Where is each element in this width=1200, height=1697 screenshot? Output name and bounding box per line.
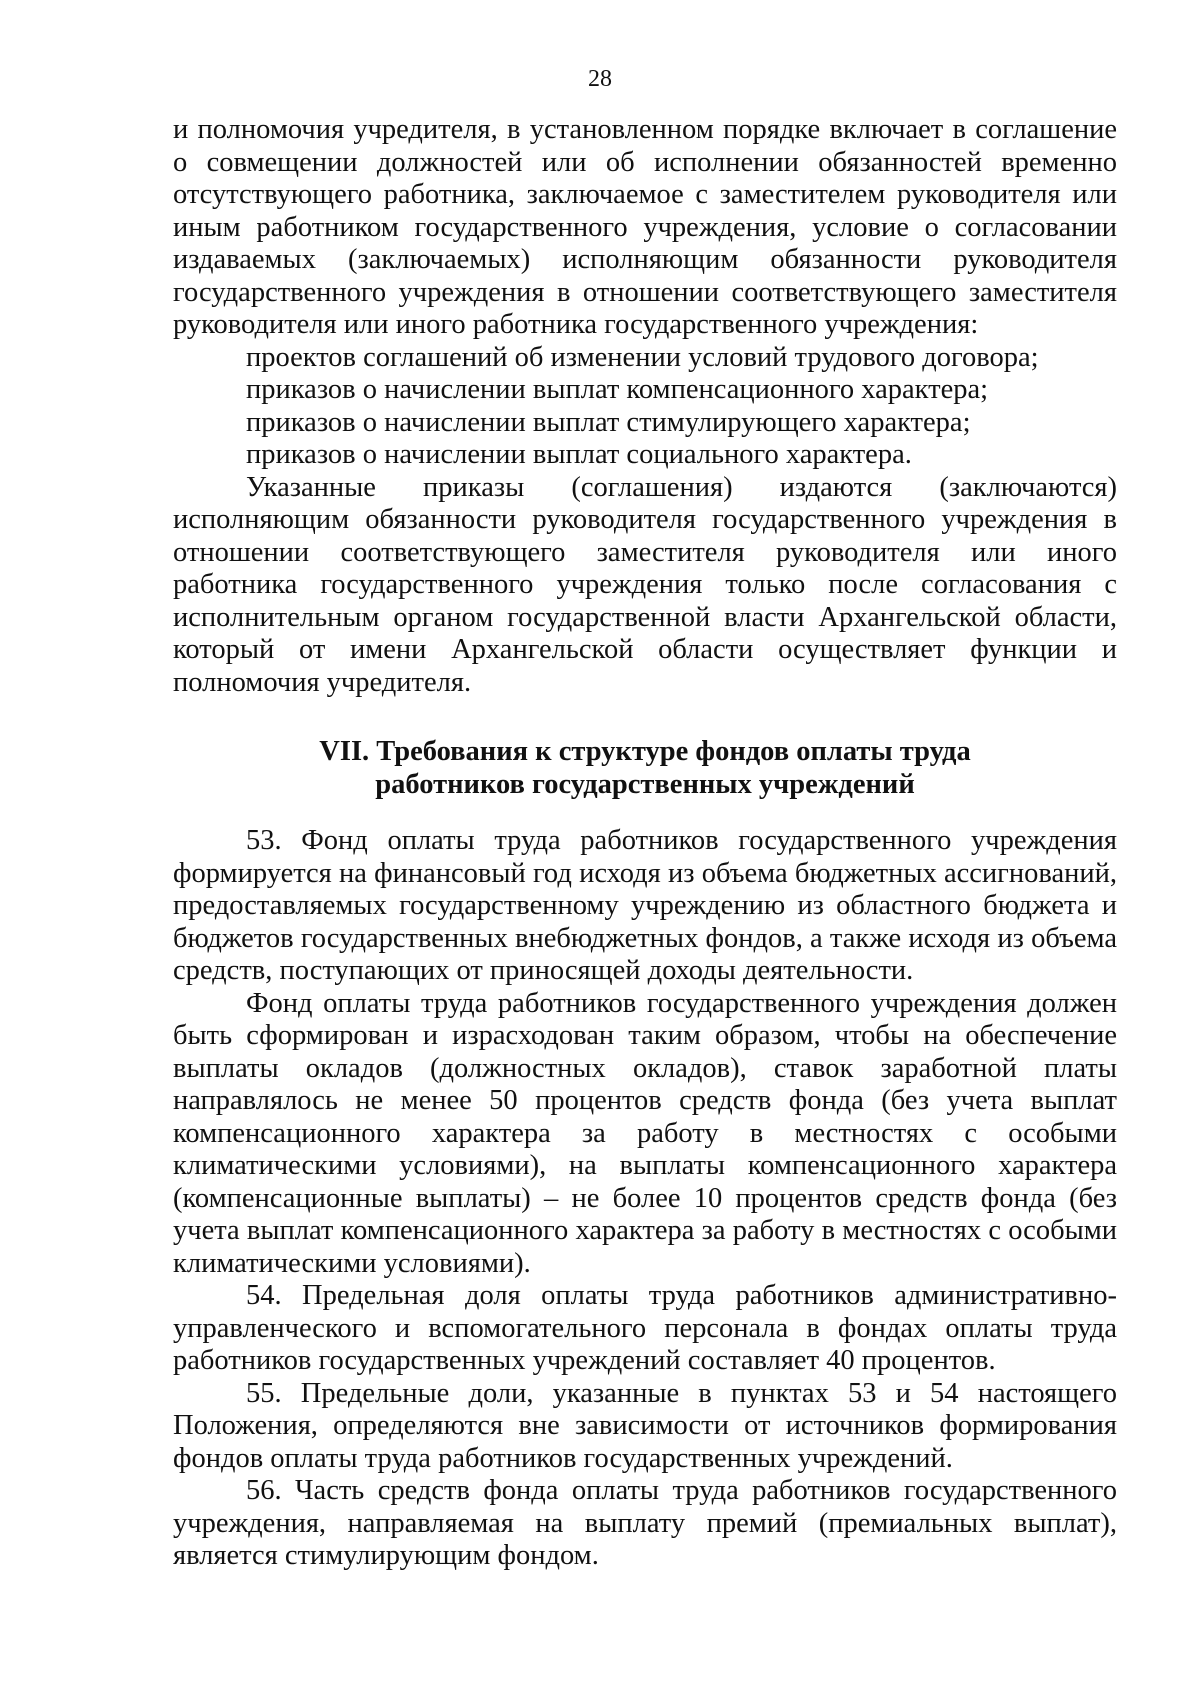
paragraph-53: 53. Фонд оплаты труда работников государственного учреждения формируется на финансовый год исходя из объема бюджетных ассигнований, предоставляемых государственному учреждению из областного бюджета и бюджетов государственных внебюджетных фондов, а также исходя из объема средств, поступающих от приносящей доходы деятельности. [173,825,1117,986]
orders-paragraph: Указанные приказы (соглашения) издаются (заключаются) исполняющим обязанности руководителя государственного учреждения в отношении соответствующего заместителя руководителя или иного работника государственного учреждения только после согласования с исполнительным органом государственной власти Архангельской области, который от имени Архангельской области осуществляет функции и полномочия учредителя. [173,471,1117,698]
list-item: приказов о начислении выплат компенсационного характера; [246,374,989,405]
document-body [173,114,1117,1573]
section-heading [173,735,1117,801]
section-heading-line-1: VII. Требования к структуре фондов оплаты труда [319,736,971,767]
page-number: 28 [588,66,612,92]
section-heading-line-2: работников государственных учреждений [375,769,915,800]
list-item: приказов о начислении выплат социального характера. [246,439,912,470]
list-item: приказов о начислении выплат стимулирующего характера; [246,406,971,438]
paragraph-56: 56. Часть средств фонда оплаты труда работников государственного учреждения, направляемая на выплату премий (премиальных выплат), является стимулирующим фондом. [173,1475,1117,1571]
intro-paragraph: и полномочия учредителя, в установленном порядке включает в соглашение о совмещении должностей или об исполнении обязанностей временно отсутствующего работника, заключаемое с заместителем руководителя или иным работником государственного учреждения, условие о согласовании издаваемых (заключаемых) исполняющим обязанности руководителя государственного учреждения в отношении соответствующего заместителя руководителя или иного работника государственного учреждения: [173,114,1117,340]
paragraph-55: 55. Предельные доли, указанные в пунктах 53 и 54 настоящего Положения, определяются вне зависимости от источников формирования фондов оплаты труда работников государственных учреждений. [173,1377,1117,1474]
paragraph-53-continued: Фонд оплаты труда работников государственного учреждения должен быть сформирован и израсходован таким образом, чтобы на обеспечение выплаты окладов (должностных окладов), ставок заработной платы направлялось не менее 50 процентов средств фонда (без учета выплат компенсационного характера за работу в местностях с особыми климатическими условиями), на выплаты компенсационного характера (компенсационные выплаты) – не более 10 процентов средств фонда (без учета выплат компенсационного характера за работу в местностях с особыми климатическими условиями). [173,987,1117,1279]
paragraph-54: 54. Предельная доля оплаты труда работников административно-управленческого и вспомогательного персонала в фондах оплаты труда работников государственных учреждений составляет 40 процентов. [173,1280,1117,1376]
list-item: проектов соглашений об изменении условий трудового договора; [246,341,1039,373]
